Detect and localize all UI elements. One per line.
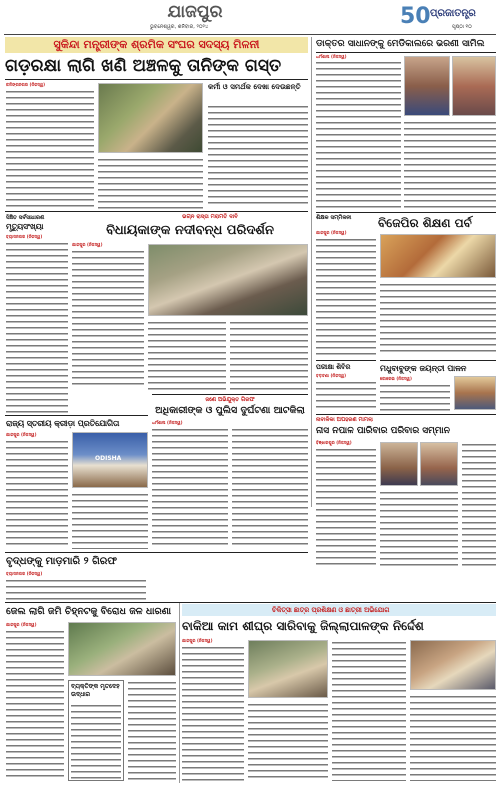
bijepur-photo <box>380 234 496 278</box>
accident-body-1 <box>316 447 376 567</box>
accident-kicker: ନାବାଳିକା ଅପହରଣ ମାମଲା <box>316 417 373 423</box>
collector-dateline: ଯାଜପୁର (ନିଜସ୍ୱ) <box>182 638 213 643</box>
collector-photo-1 <box>248 640 328 698</box>
police-headline: ଅଧିକାରୀଙ୍କ ଓ ପୁଲିସ ଦୁର୍ଘଟଣା ଆଟକିଲା <box>155 405 305 416</box>
mla-body-1 <box>72 249 144 389</box>
lead-body-col2 <box>98 157 203 209</box>
collector-headline: ବାକିଆ କାମ ଶୀଘ୍ର ସାରିବାକୁ ଜିଲ୍ଲାପାଳଙ୍କ ନିର୍ଦ୍ଦେଶ <box>182 619 424 633</box>
lead-rule <box>5 79 308 80</box>
jail-headline: ଜେଲ ଲାଗି ଜମି ଚିହ୍ନଟକୁ ବିରୋଧ ଜଳ ଧାରଣା <box>6 606 172 617</box>
accident-photo-2 <box>420 442 458 486</box>
jail-body-1 <box>6 629 64 781</box>
sports-body-2 <box>72 492 148 549</box>
right-small-headline: ପରୀକ୍ଷା ଶିବିର <box>316 363 351 371</box>
top-right-photo-2 <box>452 56 496 116</box>
lead-photo <box>98 83 203 153</box>
madhu-rule <box>380 360 496 361</box>
accident-rule <box>316 414 496 415</box>
sports-rule <box>5 415 148 416</box>
police-kicker: ଜଣେ ଅଭିଯୁକ୍ତ ଗିରଫ <box>205 397 255 403</box>
bijepur-headline: ବିଜେପିର ଶିକ୍ଷଣ ପର୍ବ <box>378 216 472 230</box>
top-right-photo-1 <box>404 56 450 116</box>
bijepur-dateline: ଯାଜପୁର (ନିଜସ୍ୱ) <box>316 230 347 235</box>
collector-body-3 <box>332 640 406 781</box>
theft-headline: ବୃଦ୍ଧଙ୍କୁ ମାଡ଼ମାରି ୨ ଗିରଫ <box>6 556 117 567</box>
small-box-headline: ବ୍ୟକ୍ତିଙ୍କ ମୃତଦେହ ଉଦ୍ଧାର <box>71 683 120 698</box>
mla-dateline: ଯାଜପୁର (ନିଜସ୍ୱ) <box>72 242 103 247</box>
mid-right-rule <box>316 212 496 213</box>
left-col-body <box>6 241 68 413</box>
sports-photo <box>72 432 148 488</box>
bijepur-body-1 <box>316 237 376 357</box>
top-right-body-1 <box>316 60 401 210</box>
paper-name: ପ୍ରଜାତନ୍ତ୍ର <box>430 8 476 19</box>
left-col-kicker: ସିଞ୍ଚିତ ସର୍ବସାଧାରଣ <box>6 215 45 221</box>
jail-body-2 <box>128 680 176 781</box>
city-title: ଯାଜପୁର <box>167 2 223 22</box>
dateline: ଭୁବନେଶ୍ୱର, ଶନିବାର, ୨୦୨୪ <box>150 24 209 30</box>
mla-headline: ବିଧାୟକାଙ୍କ ନଦୀବନ୍ଧ ପରିଦର୍ଶନ <box>106 223 274 238</box>
police-rule <box>152 394 308 395</box>
accident-photo-1 <box>380 442 418 486</box>
bottom-section-rule <box>5 602 496 603</box>
collector-photo-2 <box>410 640 496 690</box>
jail-dateline: ଯାଜପୁର (ନିଜସ୍ୱ) <box>6 622 37 627</box>
mla-body-3 <box>230 320 308 390</box>
top-right-rule <box>316 52 496 53</box>
bottom-divider <box>179 603 180 783</box>
right-small-rule <box>316 360 376 361</box>
small-box-body <box>71 703 121 779</box>
jail-photo <box>68 622 176 676</box>
accident-headline: ନାସ ନପାଳ ପାରିବାର ପରିବାର ସମ୍ମାନ <box>316 426 450 436</box>
police-body-2 <box>232 427 308 549</box>
collector-body-4 <box>410 694 496 781</box>
madhu-headline: ମଧୁବାବୁଙ୍କ ଜୟନ୍ତୀ ପାଳନ <box>380 364 467 373</box>
lead-headline: ଗଡ଼ରକ୍ଷା ଲାଗି ଖଣି ଅଞ୍ଚଳକୁ ତାନିଙ୍କ ଗସ୍ତ <box>5 56 282 76</box>
sports-photo-caption: ODISHA <box>95 455 122 462</box>
left-col-dateline: ବ୍ୟାସନଗର (ନିଜସ୍ୱ) <box>6 234 43 239</box>
left-col-headline: ମୃତ୍ୟୁସଂଖ୍ୟା <box>6 222 44 231</box>
police-dateline: ଧର୍ମଶାଳା (ନିଜସ୍ୱ) <box>152 420 183 425</box>
accident-body-3 <box>462 442 496 567</box>
top-right-dateline: ଧର୍ମଶାଳା (ନିଜସ୍ୱ) <box>316 54 347 59</box>
small-box <box>68 680 124 781</box>
bijepur-kicker: ଶିକ୍ଷକ ସମ୍ମିଳନୀ <box>316 215 352 221</box>
anniversary-logo: 50 <box>400 4 431 29</box>
banner-text: ସୁକିନ୍ଦା ମନ୍ତ୍ରୀଙ୍କ ଶ୍ରମିକ ସଂଘର ସଦସ୍ୟ ମିଳନୀ <box>53 38 260 51</box>
top-right-body-2 <box>404 120 496 208</box>
mla-photo <box>148 244 308 316</box>
top-right-headline: ଡାକ୍ତର ସାଧାନଙ୍କୁ ମେଡିକାଲରେ ଭରଣୀ ସାମିଲ <box>316 39 485 49</box>
madhu-dateline: କୋରେଇ (ନିଜସ୍ୱ) <box>380 376 412 381</box>
mla-kicker: ଭଗ୍ନ ରାସ୍ତା ମରାମତି ଦାବି <box>182 214 238 220</box>
masthead <box>0 0 500 42</box>
top-banner <box>5 37 308 53</box>
theft-body <box>6 578 146 600</box>
page-label: ପୃଷ୍ଠା ୧୦ <box>452 24 472 30</box>
accident-body-2 <box>380 490 458 567</box>
lead-dateline: କଳିଙ୍ଗନଗର (ନିଜସ୍ୱ) <box>6 82 46 87</box>
bijepur-body-2 <box>380 282 496 356</box>
accident-dateline: ବିଞ୍ଝାରପୁର (ନିଜସ୍ୱ) <box>316 440 352 445</box>
lead-body-col1 <box>6 89 94 207</box>
police-body-1 <box>152 427 228 549</box>
side1-body <box>208 104 308 208</box>
right-small-body <box>316 380 376 410</box>
right-small-dateline: ବଡ଼ଚଣା (ନିଜସ୍ୱ) <box>316 373 347 378</box>
sports-body-1 <box>6 439 68 549</box>
collector-kicker: ଚିକିତ୍ସା ଛାତ୍ର ପ୍ରଶିକ୍ଷଣ ଓ ଛାତ୍ରୀ ଅଭିଯୋଗ <box>272 606 390 614</box>
left-col-rule <box>5 211 308 212</box>
collector-body-2 <box>248 702 328 781</box>
sports-headline: ରାଜ୍ୟ ସ୍ତରୀୟ କ୍ରୀଡ଼ା ପ୍ରତିଯୋଗିତା <box>6 419 120 428</box>
col-divider <box>311 37 312 507</box>
theft-dateline: ବ୍ୟାସନଗର (ନିଜସ୍ୱ) <box>6 571 43 576</box>
side1-headline: କର୍ମୀ ଓ ସମର୍ଥକ ଦେଖା ଦେଉଛନ୍ତି <box>208 82 301 91</box>
sports-dateline: ଯାଜପୁର (ନିଜସ୍ୱ) <box>6 432 37 437</box>
collector-kicker-bar <box>182 604 496 616</box>
mla-body-2 <box>148 320 226 390</box>
madhu-body <box>380 383 450 411</box>
collector-body-1 <box>182 645 244 781</box>
masthead-rule <box>4 34 496 35</box>
theft-rule <box>5 552 308 553</box>
madhu-photo <box>454 376 496 410</box>
